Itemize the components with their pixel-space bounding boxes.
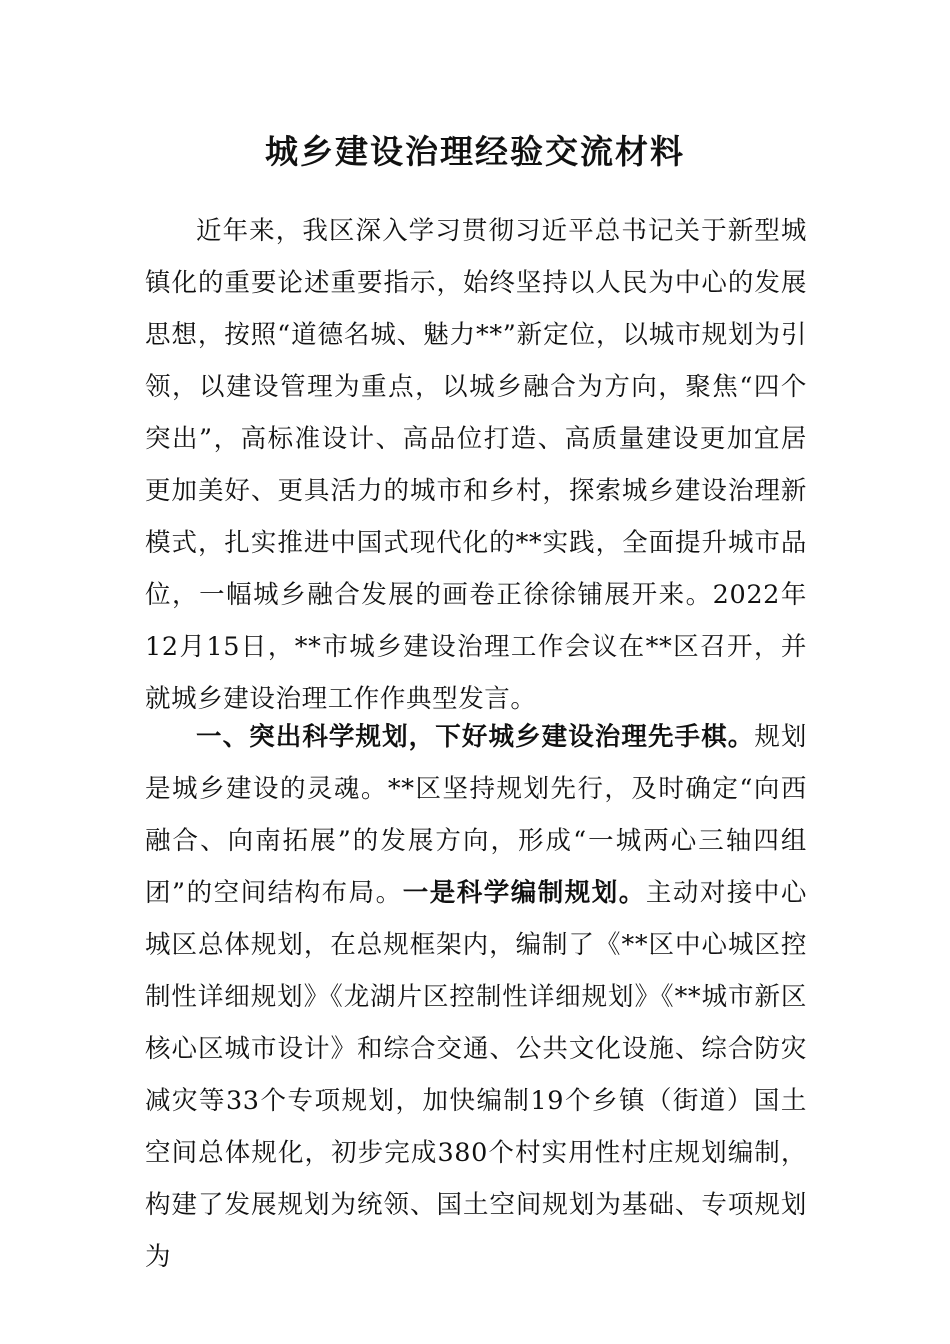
section-1-heading: 一、突出科学规划，下好城乡建设治理先手棋。: [196, 722, 755, 752]
section-1-paragraph: [145, 711, 807, 1283]
section-1-subheading: 一是科学编制规划。: [402, 878, 646, 908]
document-title: 城乡建设治理经验交流材料: [265, 132, 685, 171]
section-1-text-2: 主动对接中心城区总体规划，在总规框架内，编制了《**区中心城区控制性详细规划》《龙湖片区控制性详细规划》《**城市新区核心区城市设计》和综合交通、公共文化设施、综合防灾减灾等33个专项规划，加快编制19个乡镇（街道）国土空间总体规化，初步完成380个村实用性村庄规划编制，构建了发展规划为统领、国土空间规划为基础、专项规划为: [145, 878, 807, 1272]
intro-paragraph: 近年来，我区深入学习贯彻习近平总书记关于新型城镇化的重要论述重要指示，始终坚持以人民为中心的发展思想，按照“道德名城、魅力**”新定位，以城市规划为引领，以建设管理为重点，以城乡融合为方向，聚焦“四个突出”，高标准设计、高品位打造、高质量建设更加宜居更加美好、更具活力的城市和乡村，探索城乡建设治理新模式，扎实推进中国式现代化的**实践，全面提升城市品位，一幅城乡融合发展的画卷正徐徐铺展开来。2022年12月15日，**市城乡建设治理工作会议在**区召开，并就城乡建设治理工作作典型发言。: [145, 216, 807, 714]
section-1-text-1: 规划是城乡建设的灵魂。**区坚持规划先行，及时确定“向西融合、向南拓展”的发展方向，形成“一城两心三轴四组团”的空间结构布局。: [145, 722, 807, 908]
